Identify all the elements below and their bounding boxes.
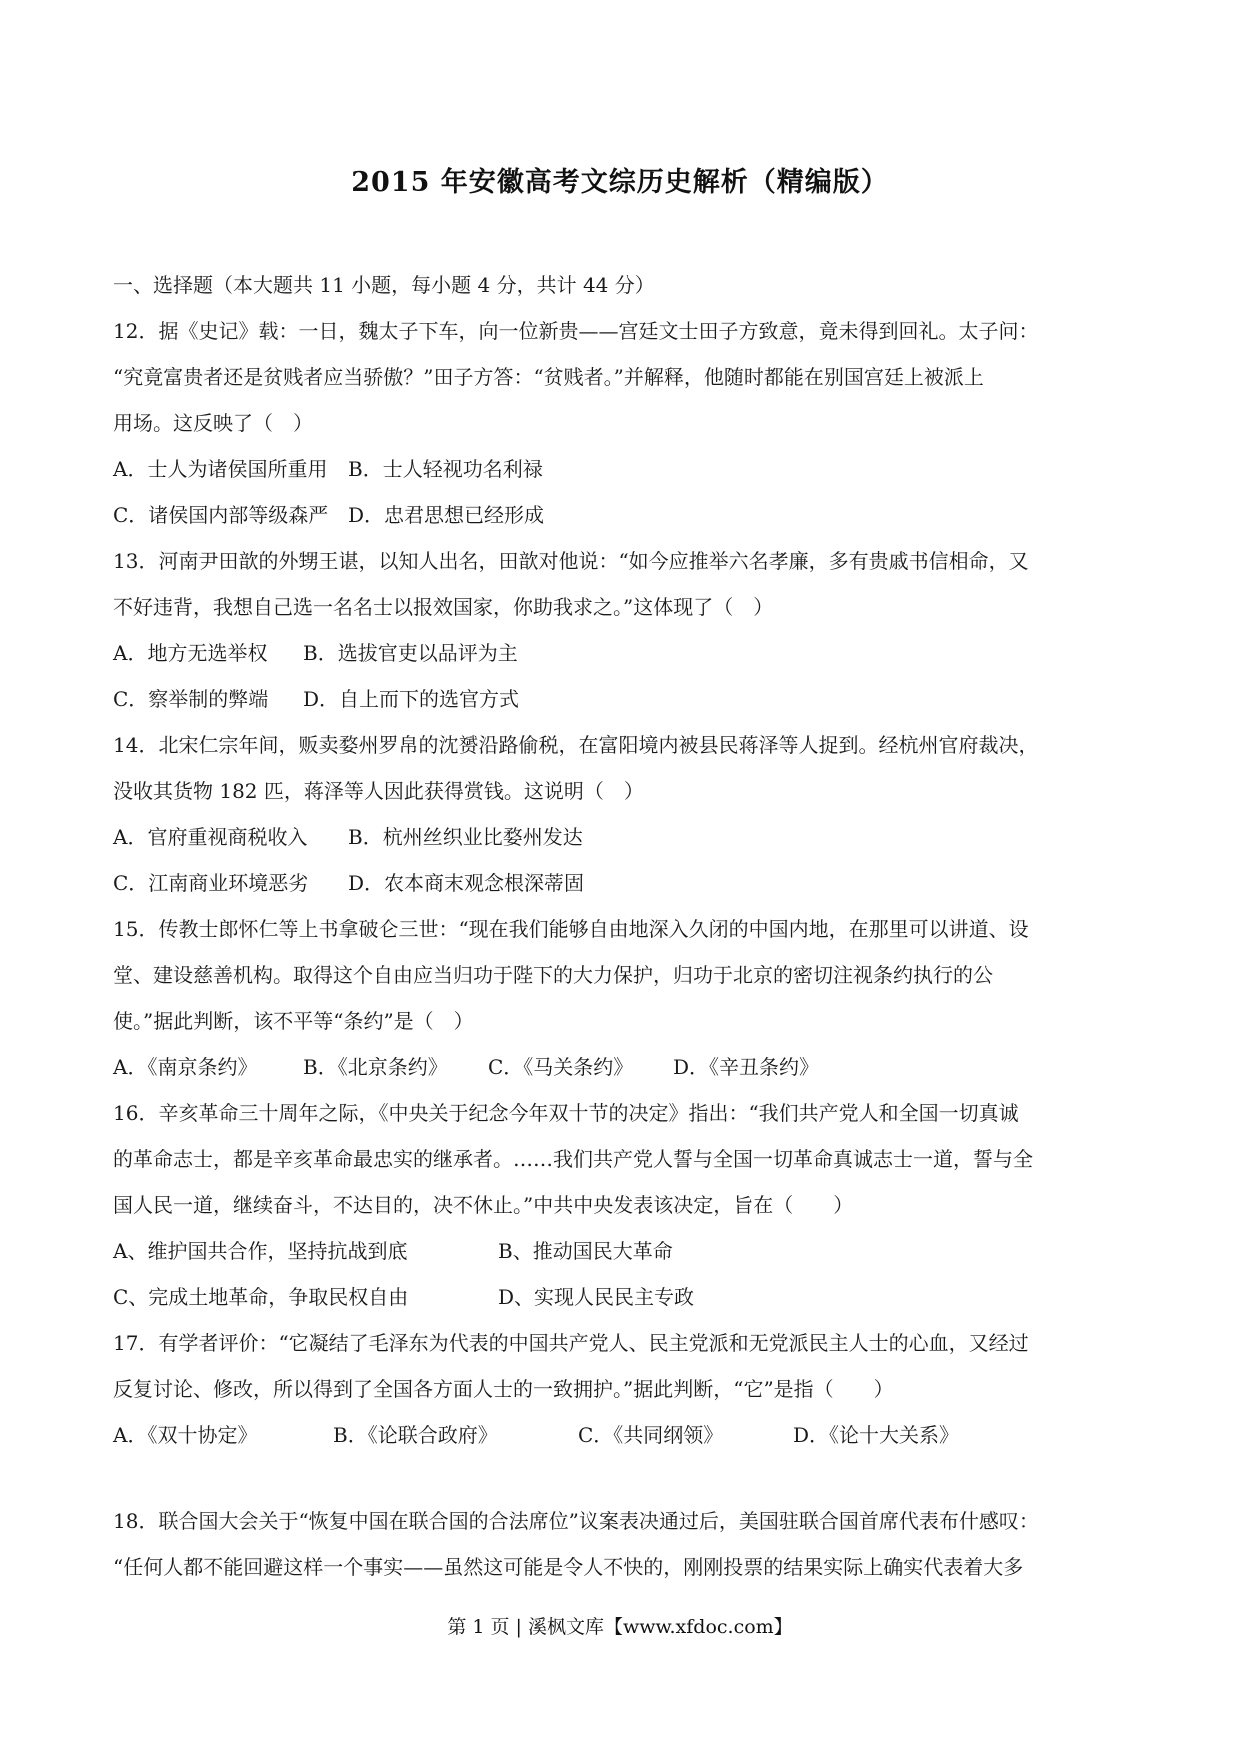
document-body — [113, 262, 1133, 1590]
option-b: B．选拔官吏以品评为主 — [303, 641, 518, 665]
question-text-line: 12．据《史记》载：一日，魏太子下车，向一位新贵——宫廷文士田子方致意，竟未得到回礼。太子问： — [113, 319, 1039, 343]
option-row — [113, 1412, 1133, 1458]
option-a: A．地方无选举权 — [113, 641, 268, 665]
question-16 — [113, 1090, 1133, 1320]
option-row — [113, 1044, 1133, 1090]
option-c: C．江南商业环境恶劣 — [113, 871, 309, 895]
question-text-line: 17．有学者评价：“它凝结了毛泽东为代表的中国共产党人、民主党派和无党派民主人士的心血，又经过 — [113, 1331, 1029, 1355]
question-text-line: 使。”据此判断，该不平等“条约”是（ ） — [113, 1009, 474, 1033]
question-text-line: 18．联合国大会关于“恢复中国在联合国的合法席位”议案表决通过后，美国驻联合国首席代表布什感叹： — [113, 1509, 1039, 1533]
option-a: A．官府重视商税收入 — [113, 825, 308, 849]
option-a: A、维护国共合作，坚持抗战到底 — [113, 1239, 408, 1263]
question-text-line: 的革命志士，都是辛亥革命最忠实的继承者。……我们共产党人誓与全国一切革命真诚志士一道，誓与全 — [113, 1147, 1033, 1171]
question-15 — [113, 906, 1133, 1090]
page-title: 2015 年安徽高考文综历史解析（精编版） — [351, 167, 889, 198]
option-d: D．《论十大关系》 — [793, 1423, 960, 1447]
question-14 — [113, 722, 1133, 906]
option-d: D．农本商末观念根深蒂固 — [348, 871, 585, 895]
option-row — [113, 630, 1133, 676]
option-d: D、实现人民民主专政 — [498, 1285, 695, 1309]
option-b: B．《论联合政府》 — [333, 1423, 498, 1447]
question-text-line: “究竟富贵者还是贫贱者应当骄傲？”田子方答：“贫贱者。”并解释，他随时都能在别国宫廷上被派上 — [113, 365, 984, 389]
question-text-line: 国人民一道，继续奋斗，不达目的，决不休止。”中共中央发表该决定，旨在（ ） — [113, 1193, 854, 1217]
question-text-line: “任何人都不能回避这样一个事实——虽然这可能是令人不快的，刚刚投票的结果实际上确实代表着大多 — [113, 1555, 1024, 1579]
option-b: B．杭州丝织业比婺州发达 — [348, 825, 583, 849]
option-b: B．士人轻视功名利禄 — [348, 457, 543, 481]
option-c: C．《共同纲领》 — [578, 1423, 724, 1447]
option-d: D．忠君思想已经形成 — [348, 503, 545, 527]
option-d: D．自上而下的选官方式 — [303, 687, 520, 711]
question-text-line: 13．河南尹田歆的外甥王谌，以知人出名，田歆对他说：“如今应推举六名孝廉，多有贵戚书信相命，又 — [113, 549, 1029, 573]
question-text-line: 没收其货物 182 匹，蒋泽等人因此获得赏钱。这说明（ ） — [113, 779, 644, 803]
option-row — [113, 676, 1133, 722]
option-b: B、推动国民大革命 — [498, 1239, 673, 1263]
option-c: C．察举制的弊端 — [113, 687, 269, 711]
question-17 — [113, 1320, 1133, 1458]
option-a: A．士人为诸侯国所重用 — [113, 457, 328, 481]
option-row — [113, 492, 1133, 538]
question-text-line: 16．辛亥革命三十周年之际，《中央关于纪念今年双十节的决定》指出：“我们共产党人和全国一切真诚 — [113, 1101, 1019, 1125]
option-row — [113, 1274, 1133, 1320]
spacer — [113, 1458, 1133, 1498]
option-row — [113, 814, 1133, 860]
question-text-line: 不好违背，我想自己选一名名士以报效国家，你助我求之。”这体现了（ ） — [113, 595, 774, 619]
question-text-line: 用场。这反映了（ ） — [113, 411, 313, 435]
option-c: C．《马关条约》 — [488, 1055, 634, 1079]
option-b: B．《北京条约》 — [303, 1055, 448, 1079]
question-text-line: 15．传教士郎怀仁等上书拿破仑三世：“现在我们能够自由地深入久闭的中国内地，在那里可以讲道、设 — [113, 917, 1029, 941]
page-footer: 第 1 页 | 溪枫文库【www.xfdoc.com】 — [447, 1616, 793, 1638]
option-c: C、完成土地革命，争取民权自由 — [113, 1285, 409, 1309]
option-c: C．诸侯国内部等级森严 — [113, 503, 329, 527]
question-text-line: 反复讨论、修改，所以得到了全国各方面人士的一致拥护。”据此判断，“它”是指（ ） — [113, 1377, 894, 1401]
option-a: A．《南京条约》 — [113, 1055, 258, 1079]
option-d: D．《辛丑条约》 — [673, 1055, 820, 1079]
question-18 — [113, 1498, 1133, 1590]
section-heading: 一、选择题（本大题共 11 小题，每小题 4 分，共计 44 分） — [113, 273, 655, 297]
question-13 — [113, 538, 1133, 722]
option-a: A．《双十协定》 — [113, 1423, 258, 1447]
question-12 — [113, 308, 1133, 538]
option-row — [113, 1228, 1133, 1274]
question-text-line: 14．北宋仁宗年间，贩卖婺州罗帛的沈赟沿路偷税，在富阳境内被县民蒋泽等人捉到。经杭州官府裁决， — [113, 733, 1039, 757]
option-row — [113, 860, 1133, 906]
question-text-line: 堂、建设慈善机构。取得这个自由应当归功于陛下的大力保护，归功于北京的密切注视条约执行的公 — [113, 963, 993, 987]
option-row — [113, 446, 1133, 492]
